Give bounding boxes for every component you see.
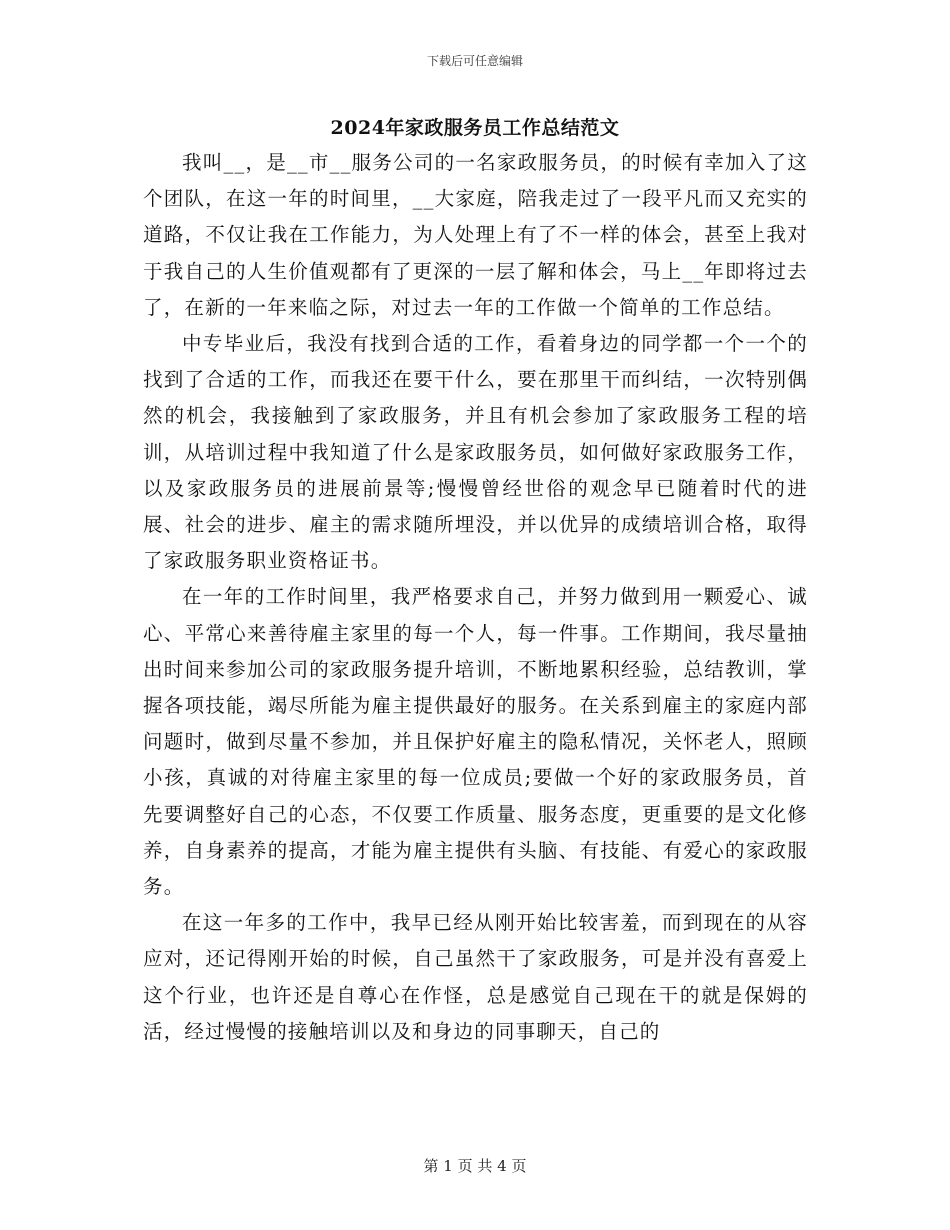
header-note: 下载后可任意编辑 xyxy=(426,54,523,68)
paragraph: 在一年的工作时间里，我严格要求自己，并努力做到用一颗爱心、诚心、平常心来善待雇主家里的每一个人，每一件事。工作期间，我尽量抽出时间来参加公司的家政服务提升培训，不断地累积经验，总结教训，掌握各项技能，竭尽所能为雇主提供最好的服务。在关系到雇主的家庭内部问题时，做到尽量不参加，并且保护好雇主的隐私情况，关怀老人，照顾小孩，真诚的对待雇主家里的每一位成员;要做一个好的家政服务员，首先要调整好自己的心态，不仅要工作质量、服务态度，更重要的是文化修养，自身素养的提高，才能为雇主提供有头脑、有技能、有爱心的家政服务。 xyxy=(143,585,808,899)
paragraph: 中专毕业后，我没有找到合适的工作，看着身边的同学都一个一个的找到了合适的工作，而我还在要干什么，要在那里干而纠结，一次特别偶然的机会，我接触到了家政服务，并且有机会参加了家政服务工程的培训，从培训过程中我知道了什么是家政服务员，如何做好家政服务工作，以及家政服务员的进展前景等;慢慢曾经世俗的观念早已随着时代的进展、社会的进步、雇主的需求随所埋没，并以优异的成绩培训合格，取得了家政服务职业资格证书。 xyxy=(143,332,808,573)
document-title: 2024年家政服务员工作总结范文 xyxy=(330,117,620,139)
page-number: 第 1 页 共 4 页 xyxy=(423,1157,527,1175)
document-body xyxy=(143,145,808,1050)
paragraph: 在这一年多的工作中，我早已经从刚开始比较害羞，而到现在的从容应对，还记得刚开始的时候，自己虽然干了家政服务，可是并没有喜爱上这个行业，也许还是自尊心在作怪，总是感觉自己现在干的就是保姆的活，经过慢慢的接触培训以及和身边的同事聊天，自己的 xyxy=(143,911,808,1043)
paragraph: 我叫__，是__市__服务公司的一名家政服务员，的时候有幸加入了这个团队，在这一年的时间里，__大家庭，陪我走过了一段平凡而又充实的道路，不仅让我在工作能力，为人处理上有了不一样的体会，甚至上我对于我自己的人生价值观都有了更深的一层了解和体会，马上__年即将过去了，在新的一年来临之际，对过去一年的工作做一个简单的工作总结。 xyxy=(143,151,808,319)
